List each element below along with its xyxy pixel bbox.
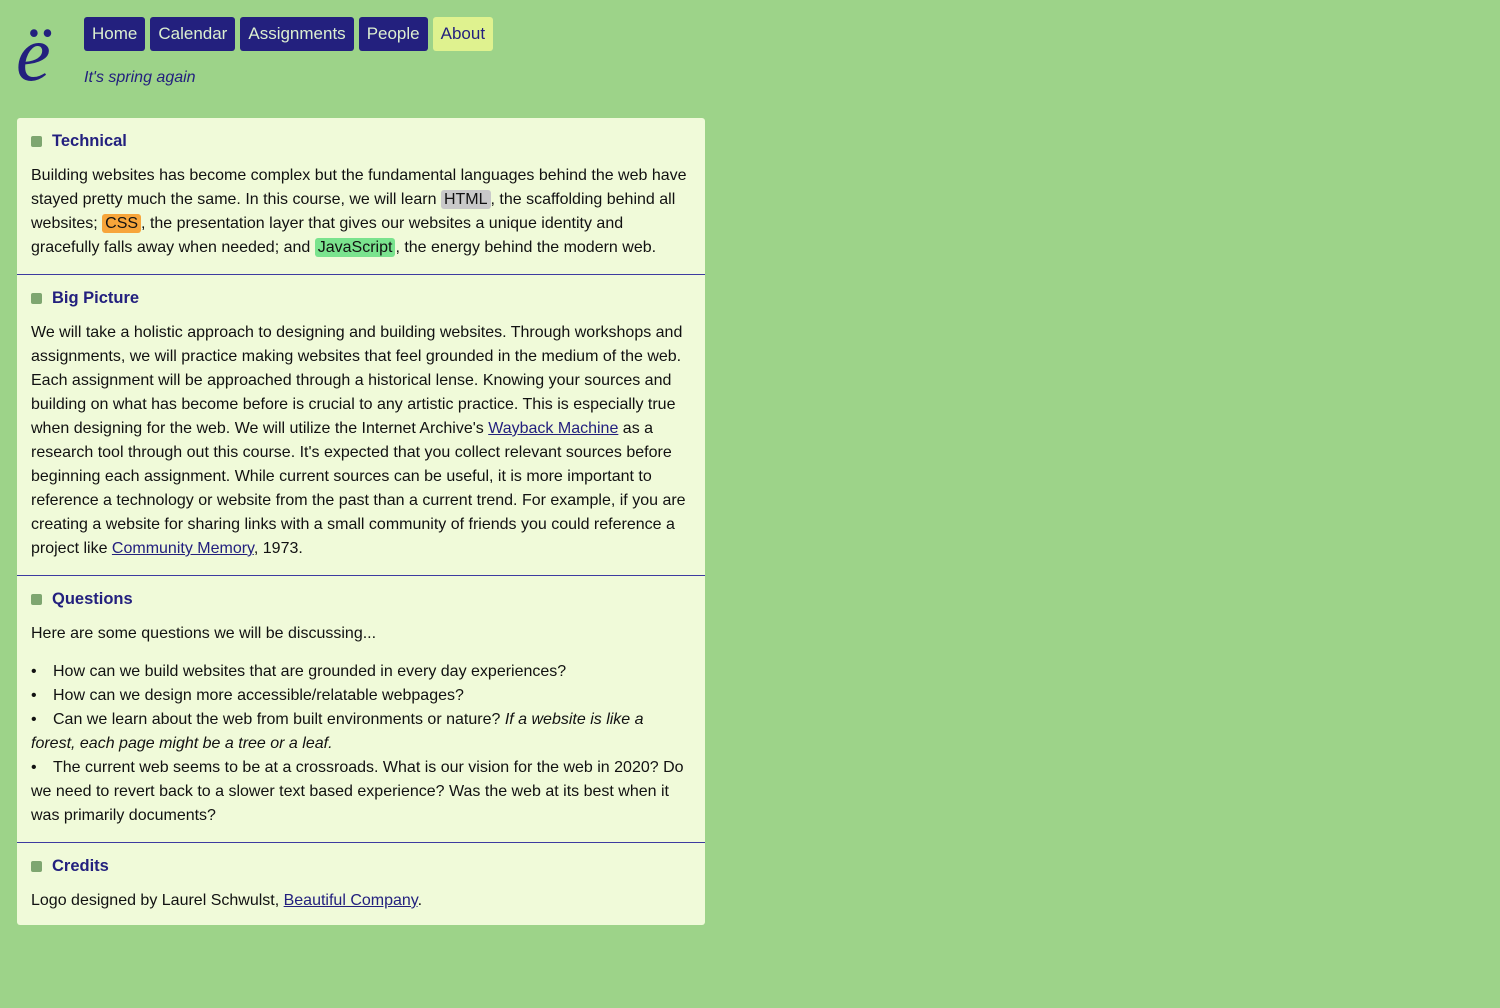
wayback-machine-link[interactable]: Wayback Machine	[488, 420, 619, 437]
html-tag: HTML	[441, 190, 491, 209]
section-text: Building websites has become complex but the fundamental languages behind the web have stayed pretty much the same. In this course, we will learn HTML , the scaffolding behind all websites; CSS , the presentation layer that gives our websites a unique identity and gracefully falls away when needed; and JavaScript , the energy behind the modern web.	[31, 167, 687, 256]
section-credits	[17, 843, 705, 925]
section-bullet-icon	[31, 136, 42, 147]
main-nav	[84, 17, 493, 51]
nav-assignments[interactable]: Assignments	[240, 17, 353, 51]
javascript-tag: JavaScript	[315, 238, 396, 257]
section-bullet-icon	[31, 594, 42, 605]
section-title: Credits	[52, 856, 109, 875]
section-title: Big Picture	[52, 288, 140, 307]
section-text: We will take a holistic approach to designing and building websites. Through workshops and assignments, we will practice making websites that feel grounded in the medium of the web. Each assignment will be approached through a historical lense. Knowing your sources and building on what has become before is crucial to any artistic practice. This is especially true when designing for the web. We will utilize the Internet Archive's Wayback Machine as a research tool through out this course. It's expected that you collect relevant sources before beginning each assignment. While current sources can be useful, it is more important to reference a technology or website from the past than a current trend. For example, if you are creating a website for sharing links with a small community of friends you could reference a project like Community Memory, 1973.	[31, 324, 686, 557]
logo-icon[interactable]	[14, 8, 74, 92]
css-tag: CSS	[102, 214, 141, 233]
content-panel	[17, 118, 705, 925]
nav-people[interactable]: People	[359, 17, 428, 51]
list-item: •Can we learn about the web from built environments or nature? If a website is like a forest, each page might be a tree or a leaf.	[31, 708, 691, 756]
questions-list	[31, 660, 691, 828]
nav-home[interactable]: Home	[84, 17, 145, 51]
tagline: It's spring again	[84, 69, 196, 86]
list-item: •How can we design more accessible/relatable webpages?	[31, 684, 691, 708]
section-text: Logo designed by Laurel Schwulst, Beautiful Company.	[31, 892, 423, 909]
list-item: •How can we build websites that are grounded in every day experiences?	[31, 660, 691, 684]
section-questions	[17, 576, 705, 843]
nav-about[interactable]: About	[433, 17, 493, 51]
nav-calendar[interactable]: Calendar	[150, 17, 235, 51]
beautiful-company-link[interactable]: Beautiful Company	[283, 892, 418, 909]
section-bullet-icon	[31, 861, 42, 872]
section-bullet-icon	[31, 293, 42, 304]
header	[0, 0, 1500, 110]
section-text: Here are some questions we will be discussing...	[31, 625, 377, 642]
list-item: •The current web seems to be at a crossroads. What is our vision for the web in 2020? Do we need to revert back to a slower text based experience? Was the web at its best when it was primarily documents?	[31, 756, 691, 828]
section-title: Technical	[52, 131, 127, 150]
section-big-picture	[17, 275, 705, 576]
community-memory-link[interactable]: Community Memory	[111, 540, 254, 557]
svg-text:ë: ë	[16, 10, 51, 92]
section-title: Questions	[52, 589, 133, 608]
section-technical	[17, 118, 705, 275]
